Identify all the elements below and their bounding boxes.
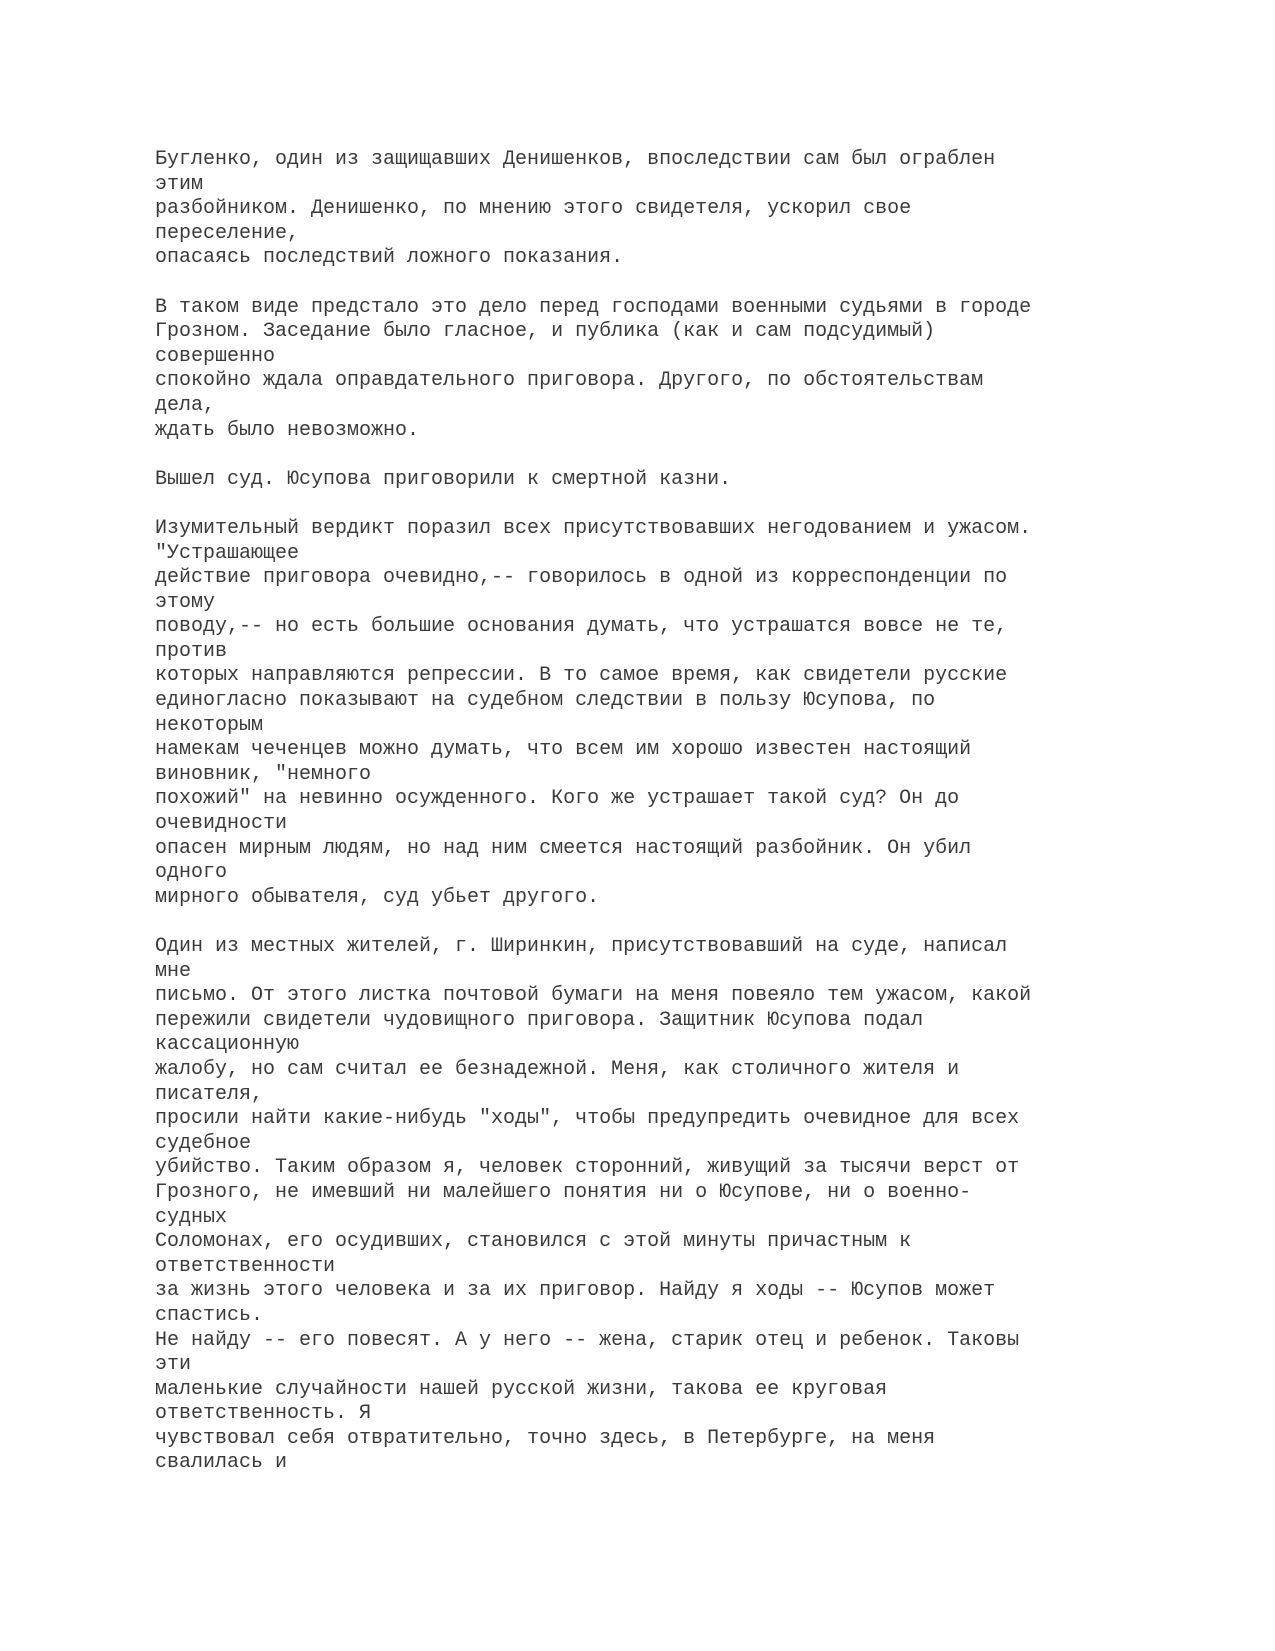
text-line: мирного обывателя, суд убьет другого. (155, 885, 600, 909)
text-line: которых направляются репрессии. В то самое время, как свидетели русские (155, 664, 1008, 688)
text-line: Один из местных жителей, г. Ширинкин, присутствовавший на суде, написал (155, 935, 1008, 958)
text-line: ждать было невозможно. (155, 418, 420, 442)
text-line: Изумительный вердикт поразил всех присутствовавших негодованием и ужасом. (155, 516, 1032, 540)
text-line: писателя, (155, 1082, 264, 1106)
text-line: жалобу, но сам считал ее безнадежной. Меня, как столичного жителя и (155, 1057, 960, 1081)
text-line: некоторым (155, 713, 264, 737)
text-line: этому (155, 590, 216, 614)
text-line: Не найду -- его повесят. А у него -- жена, старик отец и ребенок. Таковы (155, 1328, 1020, 1352)
text-line (155, 271, 1155, 296)
text-line (155, 492, 1155, 517)
text-line: судебное (155, 1131, 252, 1155)
text-line: судных (155, 1205, 228, 1229)
text-line: похожий" на невинно осужденного. Кого же устрашает такой суд? Он до (155, 787, 960, 811)
text-line: "Устрашающее (155, 541, 300, 565)
text-line: убийство. Таким образом я, человек сторонний, живущий за тысячи верст от (155, 1156, 1020, 1180)
text-line: этим (155, 172, 204, 196)
text-line: единогласно показывают на судебном следствии в пользу Юсупова, по (155, 689, 936, 713)
text-line: Бугленко, один из защищавших Денишенков, впоследствии сам был ограблен (155, 148, 996, 171)
text-line: опасен мирным людям, но над ним смеется настоящий разбойник. Он убил (155, 836, 972, 860)
text-line: пережили свидетели чудовищного приговора. Защитник Юсупова подал (155, 1008, 924, 1032)
text-line: просили найти какие-нибудь "ходы", чтобы предупредить очевидное для всех (155, 1107, 1020, 1131)
text-line (155, 910, 1155, 935)
text-line: намекам чеченцев можно думать, что всем им хорошо известен настоящий (155, 738, 972, 762)
text-line: Вышел суд. Юсупова приговорили к смертной казни. (155, 467, 732, 491)
body-text (155, 148, 1155, 1476)
text-line: переселение, (155, 221, 300, 245)
text-line: мне (155, 959, 192, 983)
text-line: письмо. От этого листка почтовой бумаги на меня повеяло тем ужасом, какой (155, 984, 1032, 1008)
text-line: В таком виде предстало это дело перед господами военными судьями в городе (155, 295, 1032, 319)
text-line: Грозном. Заседание было гласное, и публика (как и сам подсудимый) (155, 320, 936, 344)
text-line: эти (155, 1353, 192, 1377)
text-line: маленькие случайности нашей русской жизни, такова ее круговая (155, 1377, 888, 1401)
text-line: очевидности (155, 812, 288, 836)
text-line: чувствовал себя отвратительно, точно здесь, в Петербурге, на меня (155, 1426, 936, 1450)
text-line: ответственности (155, 1254, 336, 1278)
text-line: виновник, "немного (155, 762, 372, 786)
text-line: одного (155, 861, 228, 885)
text-line (155, 443, 1155, 468)
text-line: против (155, 639, 228, 663)
text-line: поводу,-- но есть большие основания думать, что устрашатся вовсе не те, (155, 615, 1008, 639)
text-line: совершенно (155, 344, 276, 368)
text-line: дела, (155, 393, 216, 417)
text-line: кассационную (155, 1033, 300, 1057)
text-line: спокойно ждала оправдательного приговора. Другого, по обстоятельствам (155, 369, 984, 393)
text-line: свалилась и (155, 1451, 288, 1475)
text-line: Соломонах, его осудивших, становился с этой минуты причастным к (155, 1230, 912, 1254)
text-line: за жизнь этого человека и за их приговор. Найду я ходы -- Юсупов может (155, 1279, 996, 1303)
text-line: Грозного, не имевший ни малейшего понятия ни о Юсупове, ни о военно- (155, 1180, 972, 1204)
text-line: опасаясь последствий ложного показания. (155, 246, 624, 270)
text-line: спастись. (155, 1303, 264, 1327)
text-line: действие приговора очевидно,-- говорилось в одной из корреспонденции по (155, 566, 1008, 590)
text-line: разбойником. Денишенко, по мнению этого свидетеля, ускорил свое (155, 197, 912, 221)
text-line: ответственность. Я (155, 1402, 372, 1426)
